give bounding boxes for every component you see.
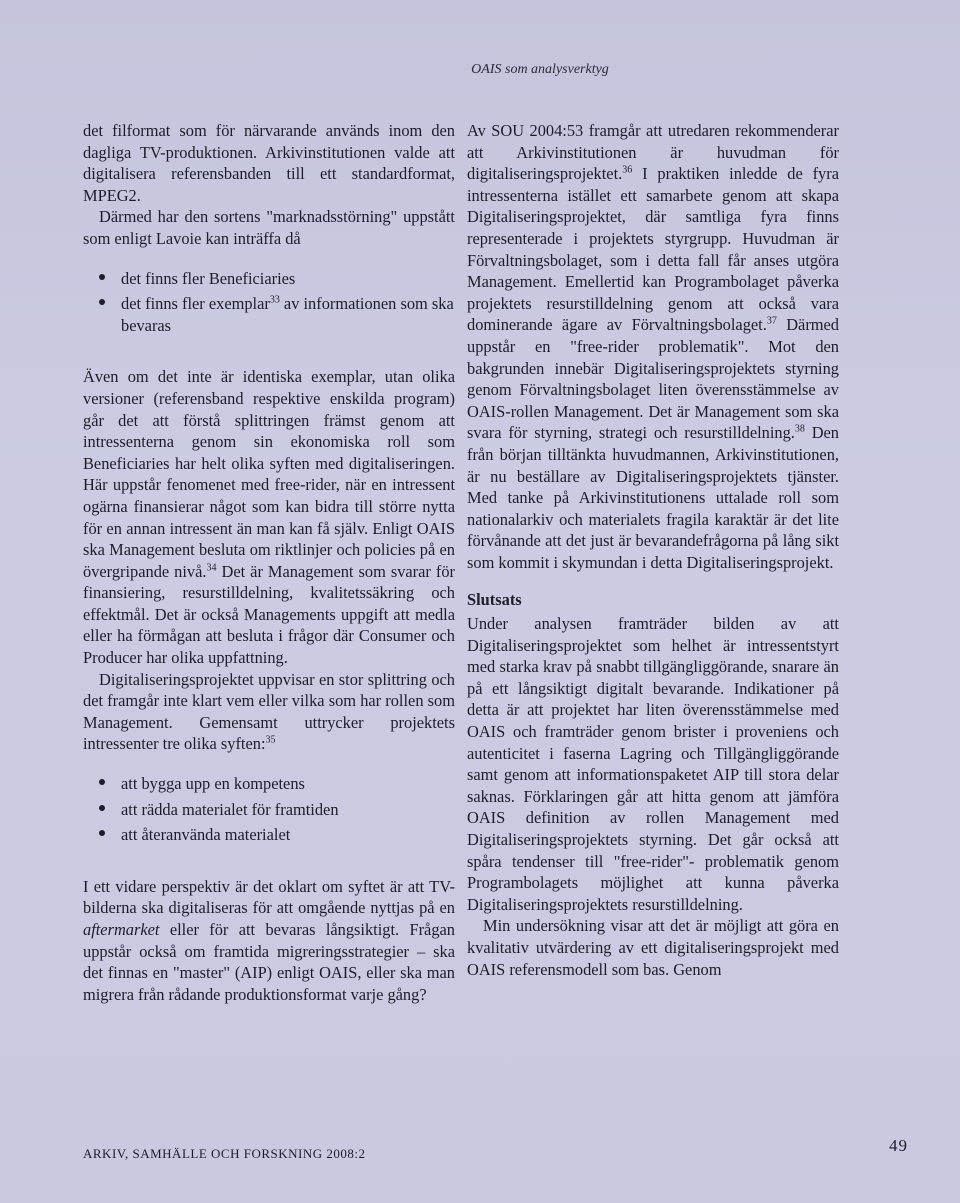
- bullet-icon: [99, 299, 105, 305]
- bullet-list: [83, 773, 455, 846]
- footnote-ref: 38: [794, 423, 805, 435]
- paragraph: det filformat som för närvarande används inom den dagliga TV-produktionen. Arkivinstitutionen valde att digitalisera referensbanden till ett standardformat, MPEG2.: [83, 121, 455, 205]
- footnote-ref: 36: [622, 164, 633, 176]
- list-item: att återanvända materialet: [105, 824, 455, 846]
- bullet-list: [83, 268, 455, 337]
- emphasis: aftermarket: [83, 920, 160, 939]
- left-column: [83, 120, 455, 1005]
- footnote-ref: 35: [265, 734, 276, 746]
- paragraph: I ett vidare perspektiv är det oklart om syftet är att TV-bilderna ska digitaliseras för att omgående nyttjas på en aftermarket eller för att bevaras långsiktigt. Frågan uppstår också om framtida migreringsstrategier – ska det finnas en "master" (AIP) enligt OAIS, eller ska man migrera från rådande produktionsformat varje gång?: [83, 876, 455, 1004]
- bullet-icon: [99, 274, 105, 280]
- footnote-ref: 34: [206, 562, 217, 574]
- right-column: [467, 120, 839, 980]
- paragraph: Därmed har den sortens "marknadsstörning" uppstått som enligt Lavoie kan inträffa då: [83, 207, 455, 248]
- list-item: det finns fler Beneficiaries: [105, 268, 455, 290]
- paragraph: Min undersökning visar att det är möjligt att göra en kvalitativ utvärdering av ett digitaliseringsprojekt med OAIS referensmodell som bas. Genom: [467, 916, 839, 979]
- paragraph: Även om det inte är identiska exemplar, utan olika versioner (referensband respektive enskilda program) går det att förstå splittringen främst genom att intressenterna genom sin ekonomiska roll som Beneficiaries har helt olika syften med digitaliseringen. Här uppstår fenomenet med free-rider, när en intressent ogärna finansierar något som kan bidra till större nytta för en annan intressent än man kan få själv. Enligt OAIS ska Management besluta om riktlinjer och policies på en övergripande nivå.$^{34}$ Det är Management som svarar för finansiering, resurstilldelning, kvalitetssäkring och effektmål. Det är också Managements uppgift att medla eller ha förmågan att besluta i frågor där Consumer och Producer har olika uppfattning.: [83, 367, 455, 668]
- bullet-icon: [99, 805, 105, 811]
- list-item: det finns fler exemplar$^{33}$ av informationen som ska bevaras: [105, 293, 455, 336]
- page-number: 49: [889, 1136, 908, 1155]
- section-heading: Slutsats: [467, 590, 522, 610]
- paragraph: Av SOU 2004:53 framgår att utredaren rekommenderar att Arkivinstitutionen är huvudman för digitaliseringsprojektet.$^{36}$ I praktiken inledde de fyra intressenterna istället ett samarbete genom att skapa Digitaliseringsprojektet, där samtliga fyra finns representerade i projektets styrgrupp. Huvudman är Förvaltningsbolaget, som i detta fall får anses utgöra Management. Emellertid kan Programbolaget påverka projektets resurstilldelning genom att också vara dominerande ägare av Förvaltningsbolaget.$^{37}$ Därmed uppstår en "free-rider problematik". Mot den bakgrunden innebär Digitaliseringsprojektets styrning genom Förvaltningsbolaget liten överensstämmelse av OAIS-rollen Management. Det är Management som ska svara för styrning, strategi och resurstilldelning.$^{38}$ Den från början tilltänkta huvudmannen, Arkivinstitutionen, är nu beställare av Digitaliseringsprojektets tjänster. Med tanke på Arkivinstitutionens uttalade roll som nationalarkiv och materialets fragila karaktär är det lite förvånande att det just är bevarandefrågorna på lång sikt som kommit i skymundan i detta Digitaliseringsprojekt.: [467, 121, 840, 572]
- bullet-icon: [99, 830, 105, 836]
- footnote-ref: 33: [269, 294, 280, 306]
- paragraph: Under analysen framträder bilden av att Digitaliseringsprojektet som helhet är intressentstyrt med starka krav på snabbt tillgängliggörande, snarare än på ett långsiktigt digitalt bevarande. Indikationer på detta är att projektet har liten överensstämmelse med OAIS och framträder genom brister i proveniens och autenticitet i faserna Lagring och Tillgängliggörande samt genom att informationspaketet AIP till stora delar saknas. Förklaringen går att hitta genom att jämföra OAIS definition av rollen Management med Digitaliseringsprojektets styrning. Det går också att spåra tendenser till "free-rider"- problematik genom Programbolagets möjlighet att kunna påverka Digitaliseringsprojektets resurstilldelning.: [467, 614, 839, 914]
- bullet-icon: [99, 779, 105, 785]
- list-item: att rädda materialet för framtiden: [105, 799, 455, 821]
- footnote-ref: 37: [766, 315, 777, 327]
- journal-footer: ARKIV, SAMHÄLLE OCH FORSKNING 2008:2: [83, 1146, 366, 1161]
- paragraph: Digitaliseringsprojektet uppvisar en stor splittring och det framgår inte klart vem eller vilka som har rollen som Management. Gemensamt uttrycker projektets intressenter tre olika syften:$^{35}$: [83, 669, 455, 754]
- running-head: OAIS som analysverktyg: [471, 62, 609, 77]
- list-item: att bygga upp en kompetens: [105, 773, 455, 795]
